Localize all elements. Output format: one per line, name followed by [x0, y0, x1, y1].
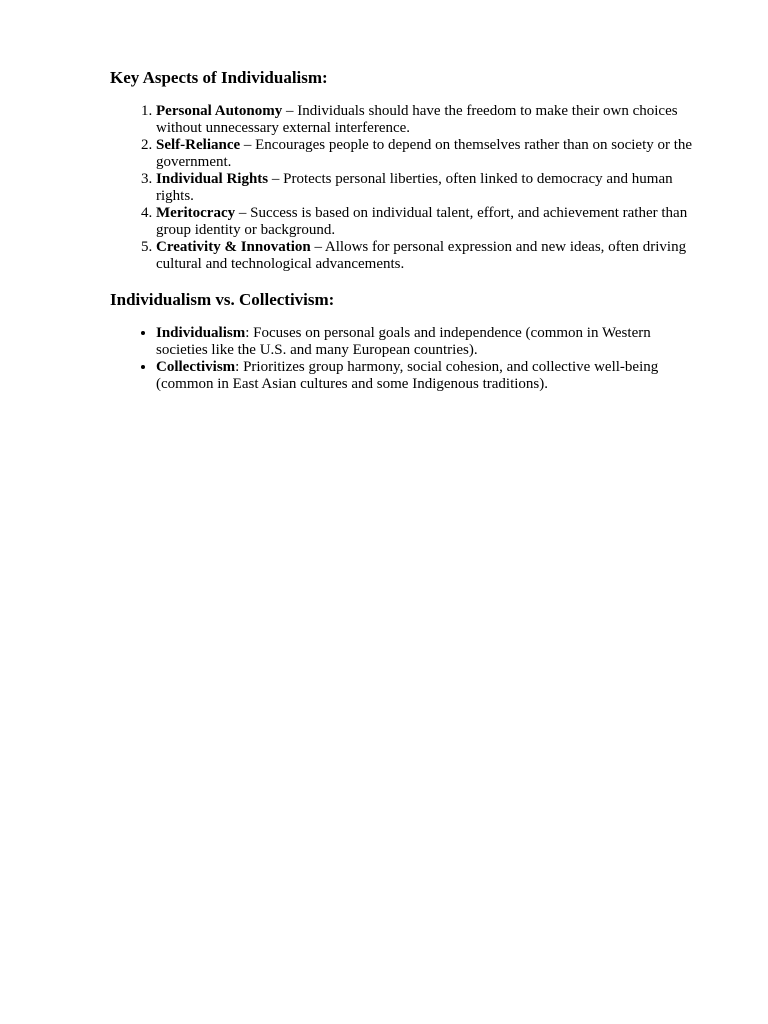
item-text: – Protects personal liberties, often linked to democracy and human rights. — [156, 171, 673, 204]
item-term: Individualism — [156, 325, 246, 341]
item-term: Creativity & Innovation — [156, 239, 311, 255]
key-aspects-list — [110, 103, 700, 273]
item-term: Self-Reliance — [156, 137, 241, 153]
comparison-list — [110, 325, 700, 393]
item-term: Personal Autonomy — [156, 103, 283, 119]
list-item — [156, 137, 700, 171]
item-text: – Individuals should have the freedom to make their own choices without unnecessary external interference. — [156, 103, 678, 136]
item-term: Individual Rights — [156, 171, 269, 187]
list-item — [156, 103, 700, 137]
list-item — [156, 359, 700, 393]
item-text: – Success is based on individual talent, effort, and achievement rather than group identity or background. — [156, 205, 688, 238]
list-item — [156, 171, 700, 205]
list-item — [156, 325, 700, 359]
section-heading-key-aspects: Key Aspects of Individualism: — [110, 68, 328, 87]
list-item — [156, 205, 700, 239]
item-term: Collectivism — [156, 359, 236, 375]
item-text: : Prioritizes group harmony, social cohesion, and collective well-being (common in East Asian cultures and some Indigenous traditions). — [156, 359, 659, 392]
list-item — [156, 239, 700, 273]
document-body — [110, 68, 700, 393]
item-text: : Focuses on personal goals and independence (common in Western societies like the U.S. and many European countries). — [156, 325, 651, 358]
item-term: Meritocracy — [156, 205, 236, 221]
item-text: – Encourages people to depend on themselves rather than on society or the government. — [156, 137, 693, 170]
item-text: – Allows for personal expression and new ideas, often driving cultural and technological advancements. — [156, 239, 687, 272]
section-heading-individualism-vs-collectivism: Individualism vs. Collectivism: — [110, 290, 335, 309]
